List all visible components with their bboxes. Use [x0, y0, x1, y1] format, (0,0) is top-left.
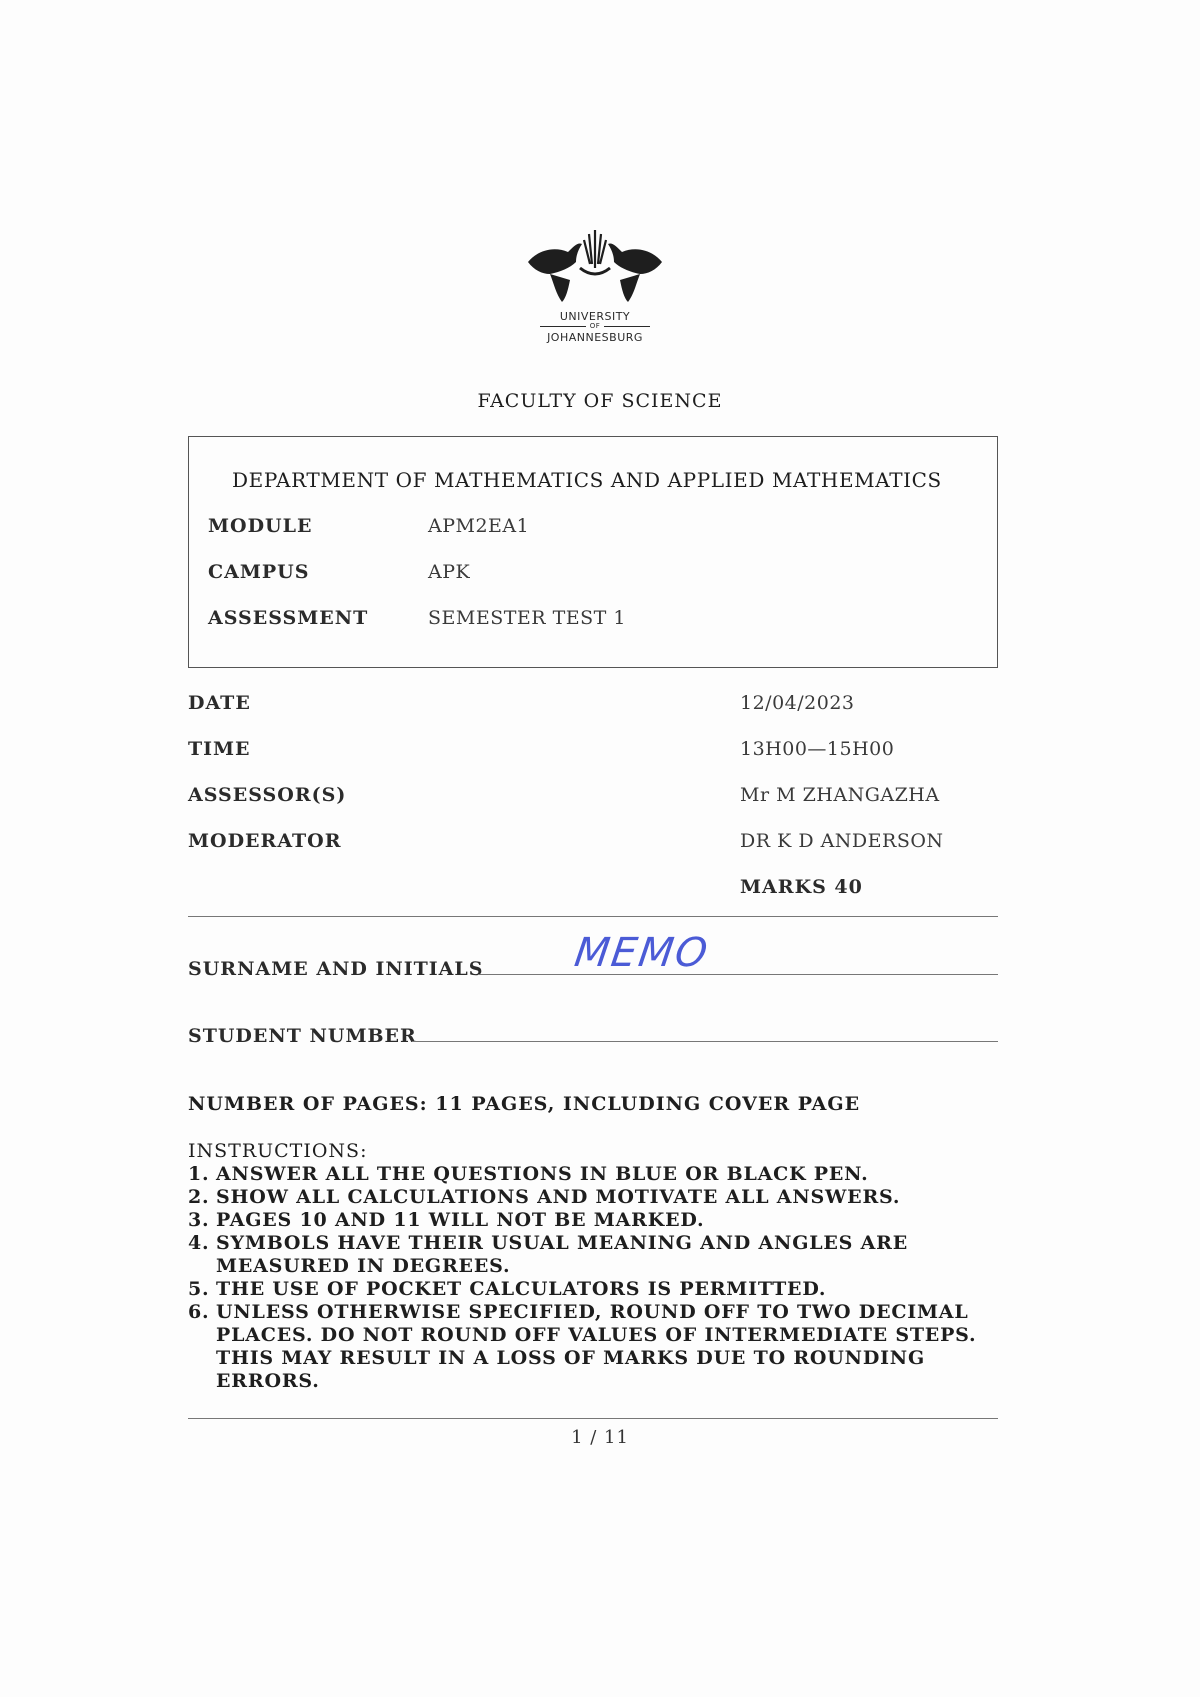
- campus-value: APK: [428, 561, 471, 583]
- assessment-value: SEMESTER TEST 1: [428, 607, 626, 629]
- date-value: 12/04/2023: [740, 692, 855, 714]
- number-of-pages: NUMBER OF PAGES: 11 PAGES, INCLUDING COVER PAGE: [188, 1093, 861, 1115]
- assessor-label: ASSESSOR(S): [188, 784, 347, 806]
- student-number-field[interactable]: [412, 1041, 998, 1042]
- date-label: DATE: [188, 692, 251, 714]
- university-crest-icon: [520, 228, 670, 308]
- surname-handwritten-value: MEMO: [571, 930, 713, 976]
- student-number-label: STUDENT NUMBER: [188, 1025, 417, 1047]
- time-value: 13H00—15H00: [740, 738, 895, 760]
- surname-label: SURNAME AND INITIALS: [188, 958, 484, 980]
- surname-field[interactable]: [478, 974, 998, 975]
- module-label: MODULE: [208, 515, 313, 537]
- divider: [188, 916, 998, 917]
- department-title: DEPARTMENT OF MATHEMATICS AND APPLIED MATHEMATICS: [232, 468, 942, 492]
- logo-text-of: OF: [520, 322, 670, 330]
- marks-total: MARKS 40: [740, 876, 863, 898]
- footer-divider: [188, 1418, 998, 1419]
- instructions-list: [188, 1163, 1008, 1393]
- instructions-title: INSTRUCTIONS:: [188, 1140, 368, 1162]
- logo-text-university: UNIVERSITY: [559, 310, 631, 323]
- moderator-value: DR K D ANDERSON: [740, 830, 944, 852]
- page-number: 1 / 11: [571, 1427, 629, 1448]
- assessment-label: ASSESSMENT: [208, 607, 369, 629]
- instruction-item: 3. PAGES 10 AND 11 WILL NOT BE MARKED.: [188, 1209, 705, 1231]
- campus-label: CAMPUS: [208, 561, 310, 583]
- instruction-item: 1. ANSWER ALL THE QUESTIONS IN BLUE OR BLACK PEN.: [188, 1163, 869, 1185]
- assessor-value: Mr M ZHANGAZHA: [740, 784, 940, 806]
- moderator-label: MODERATOR: [188, 830, 342, 852]
- logo-text-johannesburg: JOHANNESBURG: [547, 331, 643, 344]
- faculty-title: FACULTY OF SCIENCE: [477, 390, 723, 412]
- module-value: APM2EA1: [428, 515, 530, 537]
- instruction-item: 4. SYMBOLS HAVE THEIR USUAL MEANING AND ANGLES ARE MEASURED IN DEGREES.: [188, 1232, 909, 1277]
- instruction-item: 5. THE USE OF POCKET CALCULATORS IS PERMITTED.: [188, 1278, 827, 1300]
- instruction-item: 6. UNLESS OTHERWISE SPECIFIED, ROUND OFF TO TWO DECIMAL PLACES. DO NOT ROUND OFF VALUES OF INTERMEDIATE STEPS. THIS MAY RESULT IN A LOSS OF MARKS DUE TO ROUNDING ERRORS.: [188, 1301, 977, 1392]
- time-label: TIME: [188, 738, 251, 760]
- instruction-item: 2. SHOW ALL CALCULATIONS AND MOTIVATE ALL ANSWERS.: [188, 1186, 901, 1208]
